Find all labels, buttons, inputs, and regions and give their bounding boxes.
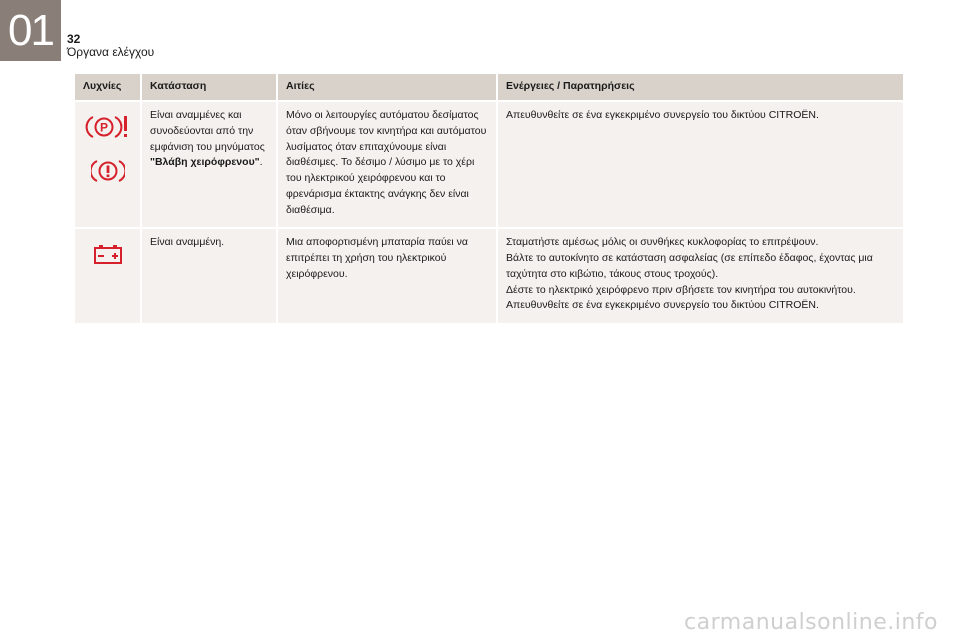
action-text: Σταματήστε αμέσως μόλις οι συνθήκες κυκλοφορίας το επιτρέψουν. <box>506 236 819 249</box>
battery-icon <box>91 241 125 265</box>
section-title: Όργανα ελέγχου <box>67 45 155 59</box>
chapter-number-badge: 01 <box>0 0 61 61</box>
parking-brake-fault-icon <box>85 114 131 140</box>
column-header-state: Κατάσταση <box>141 74 277 101</box>
state-cell <box>141 228 277 323</box>
causes-cell: Μόνο οι λειτουργίες αυτόματου δεσίματος όταν σβήνουμε τον κινητήρα και αυτόματου λυσίματος όταν επιταχύνουμε είναι διαθέσιμες. Το δέσιμο / λύσιμο με το χέρι του ηλεκτρικού χειρόφρενου και το φρενάρισμα έκτακτης ανάγκης δεν είναι διαθέσιμα. <box>277 101 497 228</box>
svg-text:P: P <box>99 120 108 135</box>
column-header-lamps: Λυχνίες <box>75 74 141 101</box>
state-message-bold: "Βλάβη χειρόφρενου" <box>150 156 260 169</box>
action-text: Δέστε το ηλεκτρικό χειρόφρενο πριν σβήσετε τον κινητήρα του αυτοκινήτου. <box>506 283 856 296</box>
warning-lamps-table <box>75 74 903 323</box>
action-text: Βάλτε το αυτοκίνητο σε κατάσταση ασφαλείας (σε επίπεδο έδαφος, έχοντας μια ταχύτητα στο κιβώτιο, τάκους στους τροχούς). <box>506 252 873 280</box>
state-text: Είναι αναμμένη. <box>150 236 225 249</box>
watermark-text: carmanualsonline.info <box>684 610 938 635</box>
state-text-end: . <box>259 156 263 169</box>
column-header-actions: Ενέργειες / Παρατηρήσεις <box>497 74 903 101</box>
state-cell <box>141 101 277 228</box>
lamp-icons-cell <box>75 101 141 228</box>
action-text: Απευθυνθείτε σε ένα εγκεκριμένο συνεργείο του δικτύου CITROËN. <box>506 299 819 312</box>
column-header-causes: Αιτίες <box>277 74 497 101</box>
page-number: 32 <box>67 32 81 46</box>
table-row <box>75 228 903 323</box>
state-text: Είναι αναμμένες και συνοδεύονται από την εμφάνιση του μηνύματος <box>150 109 265 153</box>
lamp-icons-cell <box>75 228 141 323</box>
actions-cell <box>497 228 903 323</box>
table-row <box>75 101 903 228</box>
action-text: Απευθυνθείτε σε ένα εγκεκριμένο συνεργείο του δικτύου CITROËN. <box>506 109 819 121</box>
table-header-row <box>75 74 903 101</box>
causes-cell: Μια αποφορτισμένη μπαταρία παύει να επιτρέπει τη χρήση του ηλεκτρικού χειρόφρενου. <box>277 228 497 323</box>
actions-cell <box>497 101 903 228</box>
brake-warning-icon <box>91 158 125 184</box>
